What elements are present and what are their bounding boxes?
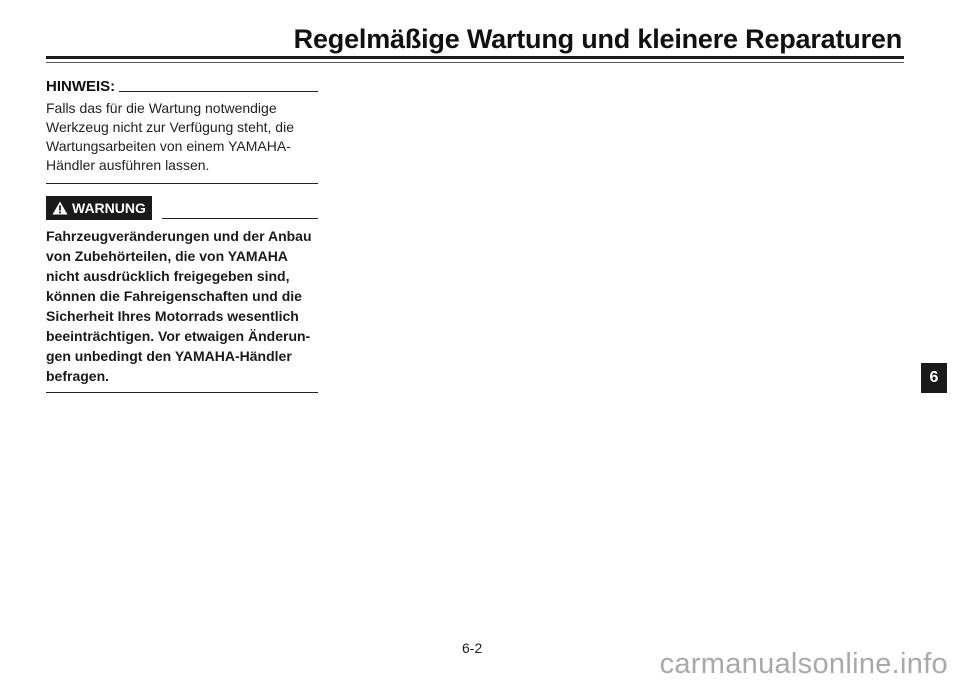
note-line: Händler ausführen lassen.: [46, 157, 210, 173]
warning-line: beeinträchtigen. Vor etwaigen Änderun-: [46, 328, 311, 344]
warning-line: Sicherheit Ihres Motorrads wesentlich: [46, 308, 299, 324]
watermark: carmanualsonline.info: [659, 648, 948, 680]
note-end-divider: [46, 183, 318, 184]
note-line: Wartungsarbeiten von einem YAMAHA-: [46, 138, 291, 154]
header-rule-thin: [46, 62, 904, 63]
warning-end-divider: [46, 392, 318, 393]
note-section: [46, 78, 318, 184]
warning-section: [46, 196, 318, 393]
warning-heading-row: [46, 196, 318, 220]
warning-body: [46, 226, 318, 386]
header-rule: [46, 56, 904, 59]
warning-triangle-icon: [52, 201, 68, 215]
warning-badge: [46, 196, 152, 220]
note-heading-row: [46, 78, 318, 95]
note-heading-divider: [119, 91, 318, 92]
note-heading: HINWEIS:: [46, 78, 116, 95]
warning-line: von Zubehörteilen, die von YAMAHA: [46, 248, 288, 264]
warning-label: WARNUNG: [72, 200, 146, 216]
warning-line: befragen.: [46, 368, 110, 384]
chapter-tab: 6: [921, 363, 947, 393]
note-line: Werkzeug nicht zur Verfügung steht, die: [46, 119, 294, 135]
warning-line: können die Fahreigenschaften und die: [46, 288, 302, 304]
warning-line: nicht ausdrücklich freigegeben sind,: [46, 268, 290, 284]
page-number: 6-2: [462, 640, 483, 656]
warning-line: gen unbedingt den YAMAHA-Händler: [46, 348, 292, 364]
warning-line: Fahrzeugveränderungen und der Anbau: [46, 228, 312, 244]
note-body: [46, 99, 318, 175]
note-line: Falls das für die Wartung notwendige: [46, 100, 277, 116]
warning-heading-divider: [162, 218, 318, 219]
page-title: Regelmäßige Wartung und kleinere Reparaturen: [293, 24, 902, 54]
